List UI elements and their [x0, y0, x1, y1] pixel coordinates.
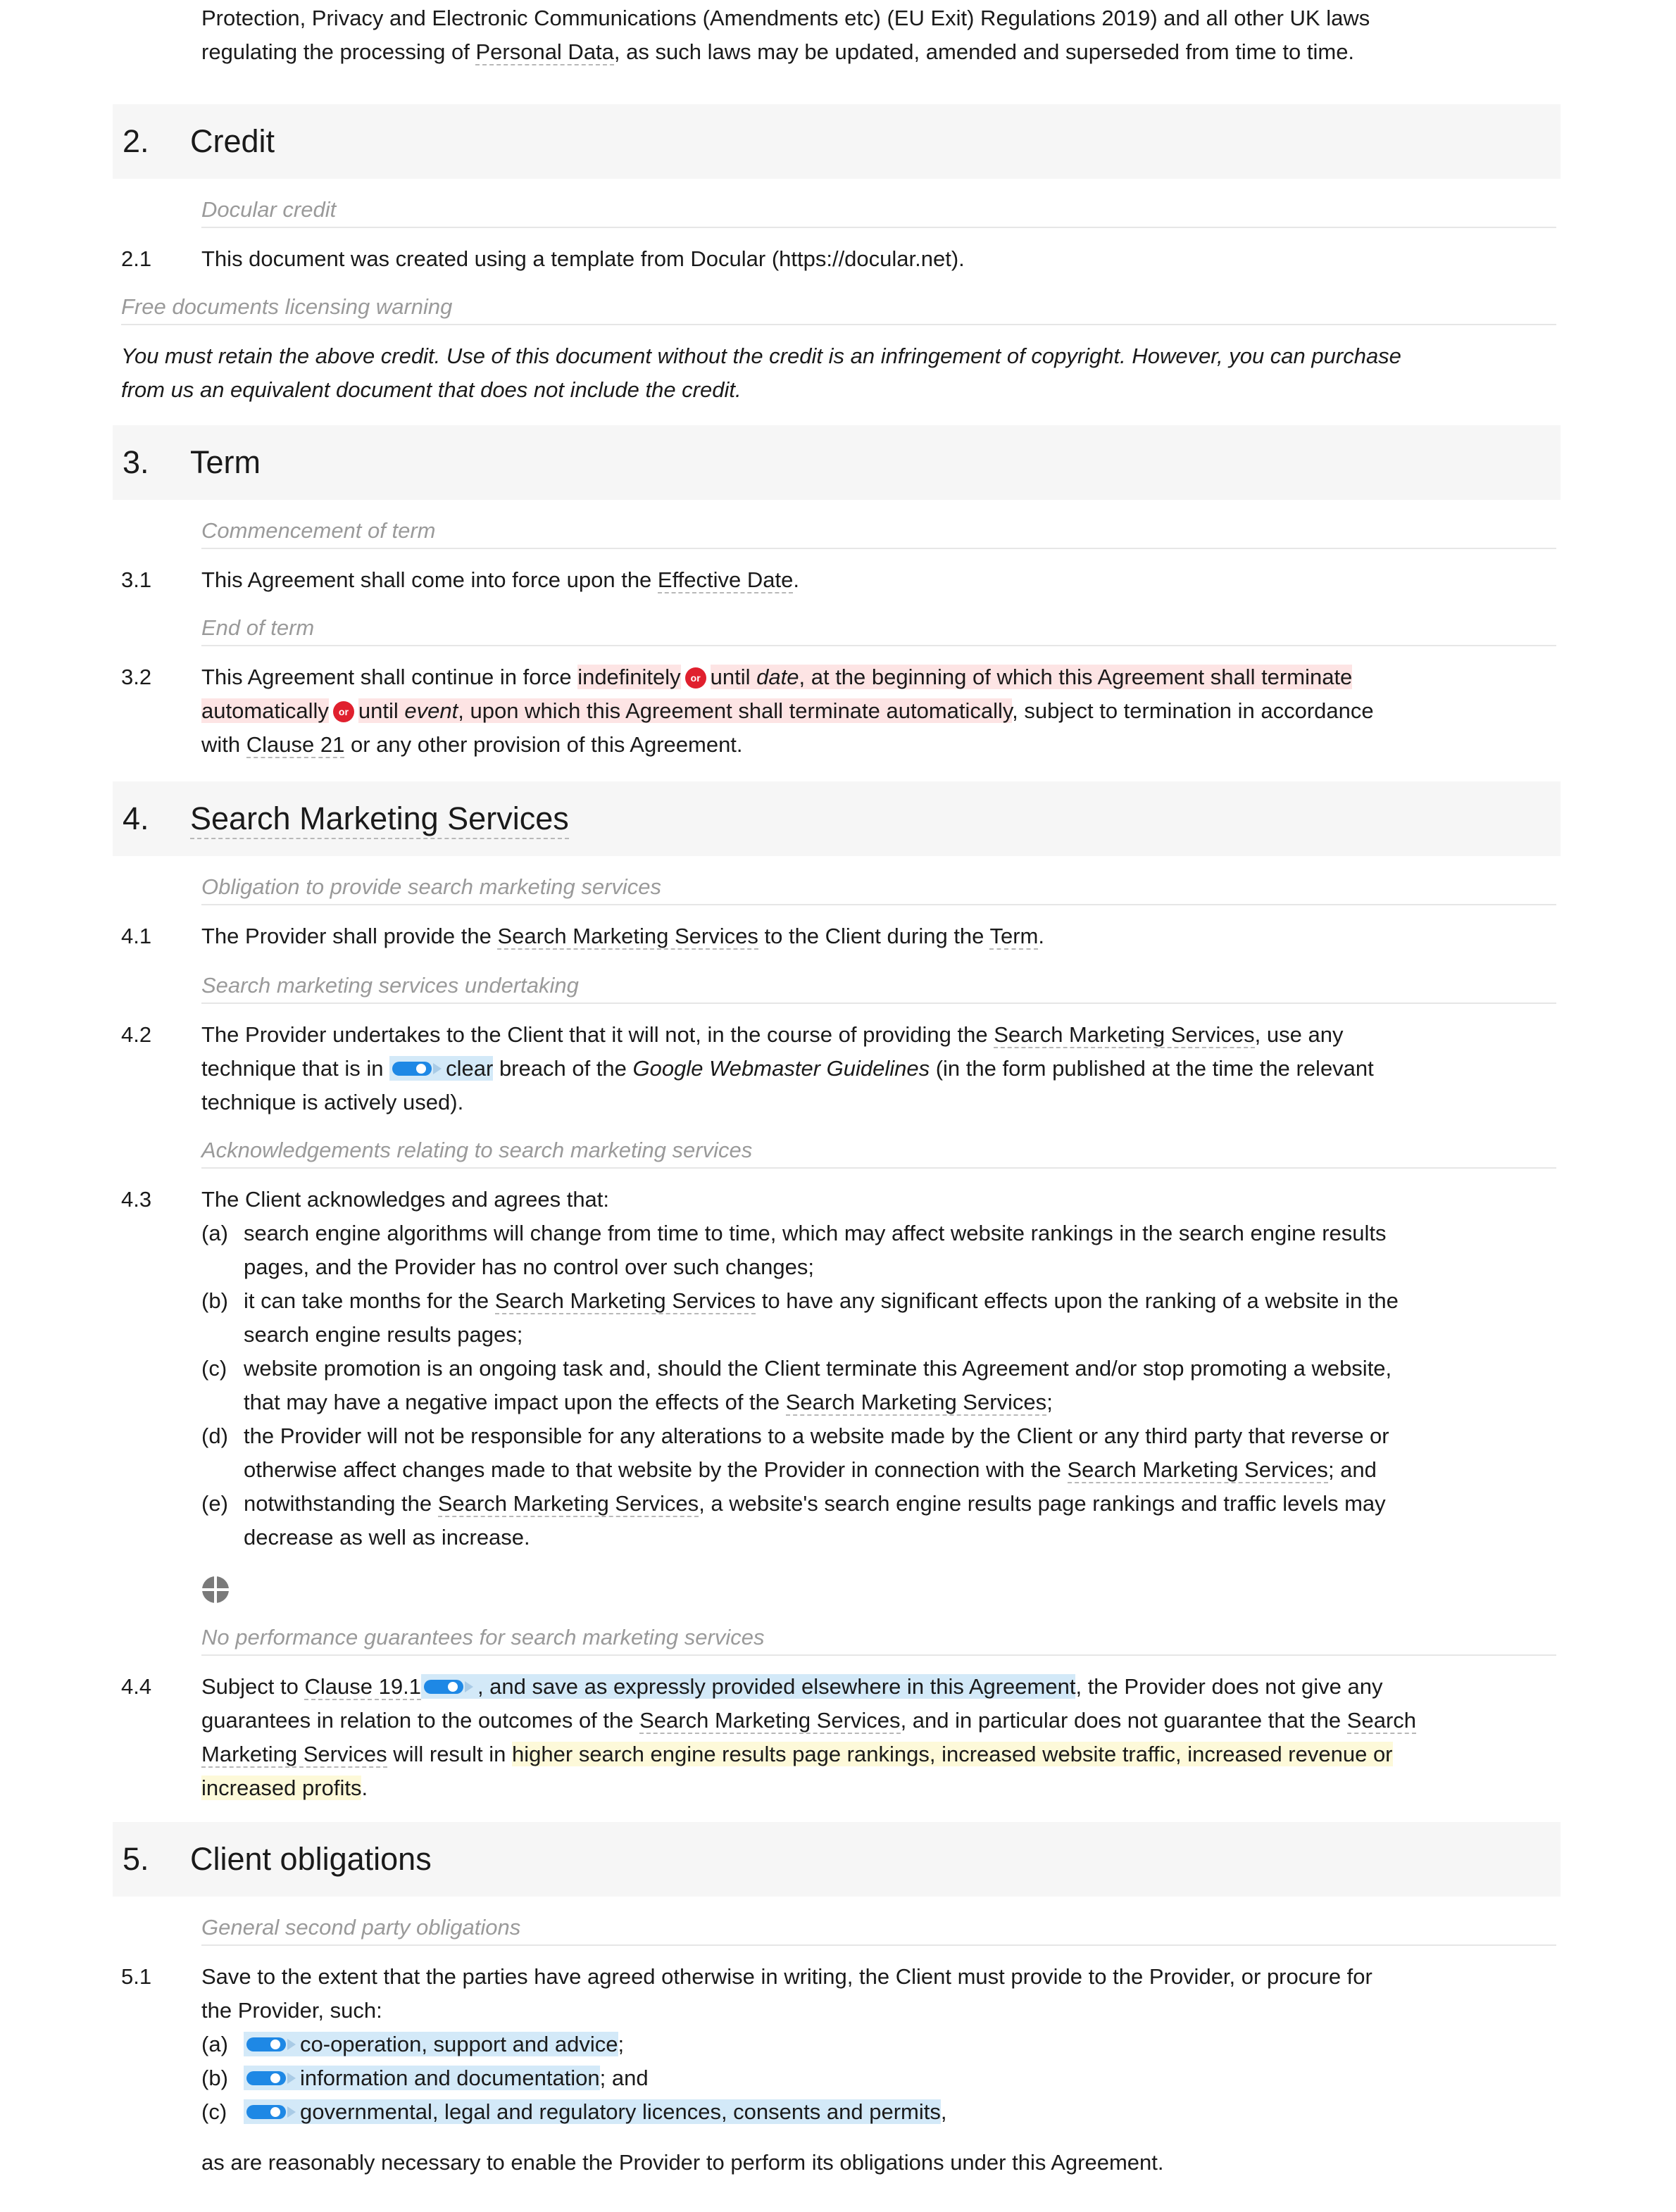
clause-label-no-guarantees: No performance guarantees for search marketing services — [201, 1621, 1556, 1656]
clause-number: 5.1 — [121, 1964, 152, 1989]
term-search-marketing-services[interactable]: Search Marketing Services — [437, 1491, 699, 1516]
clause-text-5-1: Save to the extent that the parties have agreed otherwise in writing, the Client must provide to the Provider, or procure for the Provider, such: — [201, 1964, 1372, 2023]
clause-number: 3.2 — [121, 665, 152, 689]
section-title: Term — [190, 444, 261, 480]
optional-text-save-as-expressly[interactable]: , and save as expressly provided elsewhere in this Agreement — [421, 1674, 1076, 1699]
editable-highlight[interactable]: increased profits — [201, 1776, 362, 1800]
clause-number: 4.1 — [121, 924, 152, 948]
list-letter: (b) — [201, 2066, 228, 2090]
list-item-c: website promotion is an ongoing task and, should the Client terminate this Agreement and/or stop promoting a website, that may have a negative impact upon the effects of the Search Marketing Services; — [244, 1356, 1392, 1414]
licensing-warning-text: You must retain the above credit. Use of this document without the credit is an infringement of copyright. However, you can purchase from us an equivalent document that does not include the credit. — [121, 344, 1401, 402]
term-search-marketing-services[interactable]: Search Marketing Services — [497, 924, 758, 948]
list-item-e: notwithstanding the Search Marketing Services, a website's search engine results page rankings and traffic levels may decrease as well as increase. — [244, 1491, 1386, 1550]
term-term[interactable]: Term — [989, 924, 1039, 948]
optional-item-cooperation[interactable]: co-operation, support and advice — [244, 2032, 618, 2056]
list-item-b: it can take months for the Search Marketing Services to have any significant effects upon the ranking of a website in the search engine results pages; — [244, 1288, 1399, 1347]
clause-reference-21[interactable]: Clause 21 — [246, 732, 345, 757]
clause-text-3-1: This Agreement shall come into force upon the Effective Date. — [201, 567, 799, 592]
section-number: 3. — [123, 444, 149, 480]
list-letter: (b) — [201, 1288, 228, 1313]
clause-number: 2.1 — [121, 246, 152, 271]
clause-text-4-4: Subject to Clause 19.1 , and save as expressly provided elsewhere in this Agreement, the Provider does not give any guarantees in relation to the outcomes of the Search Marketing Services, and in particular does not guarantee that the Search Marketing Services will result in higher search engine results page rankings, increased website traffic, increased revenue or increased profits. — [201, 1674, 1417, 1800]
clause-number: 4.2 — [121, 1022, 152, 1047]
clause-reference-19-1[interactable]: Clause 19.1 — [304, 1674, 421, 1699]
toggle-switch-icon[interactable] — [424, 1678, 473, 1695]
section-number: 2. — [123, 123, 149, 159]
option-automatically[interactable]: automatically — [201, 698, 329, 723]
clause-text-4-1: The Provider shall provide the Search Marketing Services to the Client during the Term. — [201, 924, 1044, 948]
intro-line-1: Protection, Privacy and Electronic Communications (Amendments etc) (EU Exit) Regulations 2019) and all other UK laws — [201, 6, 1370, 30]
term-search-marketing-services[interactable]: Search Marketing Services — [494, 1288, 756, 1313]
section-title: Client obligations — [190, 1841, 432, 1877]
term-search-marketing-services[interactable]: Search Marketing Services — [994, 1022, 1255, 1047]
term-search-marketing-services[interactable]: Search Marketing Services — [785, 1390, 1047, 1414]
optional-item-information[interactable]: information and documentation — [244, 2066, 600, 2090]
section-number: 5. — [123, 1841, 149, 1877]
clause-text-5-1-closing: as are reasonably necessary to enable the Provider to perform its obligations under this Agreement. — [201, 2150, 1164, 2175]
or-badge[interactable]: or — [333, 701, 354, 722]
clause-number: 3.1 — [121, 567, 152, 592]
section-heading-term — [113, 425, 1561, 500]
list-letter: (d) — [201, 1424, 228, 1448]
clause-label-licensing-warning: Free documents licensing warning — [121, 290, 1556, 325]
term-effective-date[interactable]: Effective Date — [657, 567, 794, 592]
toggle-switch-icon[interactable] — [392, 1060, 442, 1077]
list-item-a: co-operation, support and advice; — [244, 2028, 1556, 2061]
term-search-marketing-services[interactable]: Search Marketing Services — [639, 1708, 901, 1733]
clause-label-general-obligations: General second party obligations — [201, 1911, 1556, 1946]
clause-text-3-2: This Agreement shall continue in force indefinitely or until date, at the beginning of which this Agreement shall terminate automatically or until event, upon which this Agreement shall terminate automatically, subject to termination in accordance with Clause 21 or any other provision of this Agreement. — [201, 665, 1374, 757]
intro-line-2: regulating the processing of Personal Data, as such laws may be updated, amended and superseded from time to time. — [201, 39, 1355, 64]
crosshair-icon[interactable] — [201, 1576, 230, 1604]
clause-number: 4.3 — [121, 1187, 152, 1212]
term-search-marketing-services[interactable]: Search Marketing Services — [1067, 1457, 1328, 1482]
section-heading-search-marketing-services — [113, 781, 1561, 856]
option-until-event[interactable]: until event, upon which this Agreement shall terminate automatically — [358, 698, 1013, 723]
section-title[interactable]: Search Marketing Services — [190, 800, 569, 839]
list-item-b: information and documentation; and — [244, 2061, 1556, 2095]
clause-text-4-2: The Provider undertakes to the Client that it will not, in the course of providing the Search Marketing Services, use any technique that is in clear breach of the Google Webmaster Guidelines (in the form published at the time the relevant technique is actively used). — [201, 1022, 1374, 1114]
term-personal-data[interactable]: Personal Data — [475, 39, 614, 64]
list-item-d: the Provider will not be responsible for any alterations to a website made by the Client or any third party that reverse or otherwise affect changes made to that website by the Provider in connection with the Search Marketing Services; and — [244, 1424, 1389, 1482]
optional-item-licences[interactable]: governmental, legal and regulatory licences, consents and permits — [244, 2099, 941, 2124]
clause-text-2-1: This document was created using a template from Docular (https://docular.net). — [201, 246, 965, 271]
clause-label-end-of-term: End of term — [201, 611, 1556, 646]
toggle-switch-icon[interactable] — [246, 2104, 296, 2120]
clause-label-docular-credit: Docular credit — [201, 193, 1556, 228]
toggle-switch-icon[interactable] — [246, 2036, 296, 2053]
list-letter: (a) — [201, 1221, 228, 1245]
clause-label-undertaking: Search marketing services undertaking — [201, 969, 1556, 1004]
list-letter: (c) — [201, 2099, 227, 2124]
editable-highlight[interactable]: higher search engine results page rankings, increased website traffic, increased revenue or — [512, 1742, 1393, 1766]
list-item-c: governmental, legal and regulatory licences, consents and permits, — [244, 2095, 1556, 2129]
clause-label-commencement: Commencement of term — [201, 514, 1556, 549]
toggle-switch-icon[interactable] — [246, 2070, 296, 2087]
section-heading-client-obligations — [113, 1822, 1561, 1897]
section-title: Credit — [190, 123, 275, 159]
term-search-marketing-services[interactable]: Marketing Services — [201, 1742, 387, 1766]
section-number: 4. — [123, 800, 149, 836]
clause-label-acknowledgements: Acknowledgements relating to search marketing services — [201, 1133, 1556, 1169]
list-item-a: search engine algorithms will change from time to time, which may affect website rankings in the search engine results pages, and the Provider has no control over such changes; — [244, 1221, 1387, 1279]
option-indefinitely[interactable]: indefinitely — [577, 665, 681, 689]
list-letter: (c) — [201, 1356, 227, 1381]
list-letter: (a) — [201, 2032, 228, 2056]
section-heading-credit — [113, 104, 1561, 179]
optional-text-clear[interactable]: clear — [389, 1056, 493, 1081]
clause-text-4-3-intro: The Client acknowledges and agrees that: — [201, 1187, 610, 1212]
list-letter: (e) — [201, 1491, 228, 1516]
option-until-date[interactable]: until date, at the beginning of which this Agreement shall terminate — [710, 665, 1353, 689]
term-search-marketing-services[interactable]: Search — [1346, 1708, 1417, 1733]
or-badge[interactable]: or — [685, 667, 706, 689]
clause-number: 4.4 — [121, 1674, 152, 1699]
clause-label-obligation: Obligation to provide search marketing services — [201, 870, 1556, 905]
